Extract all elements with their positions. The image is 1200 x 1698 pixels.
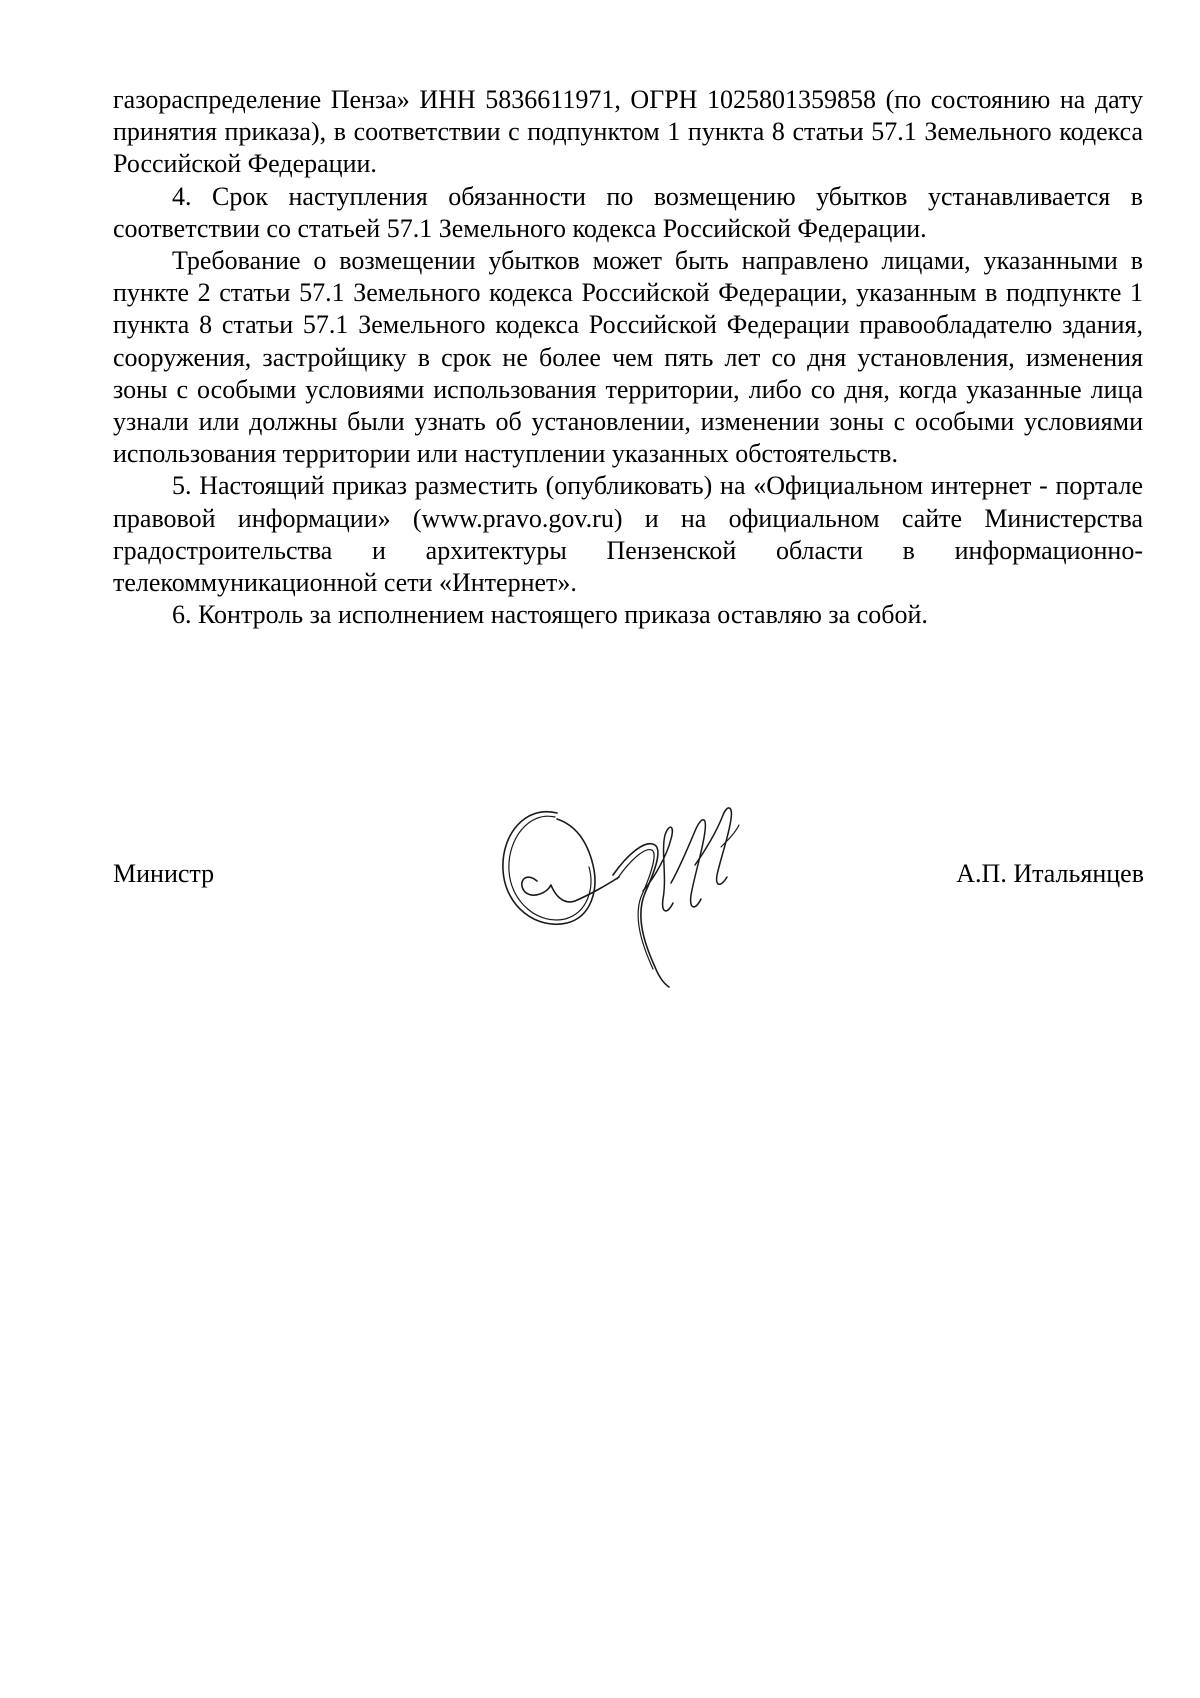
paragraph-item-4: 4. Срок наступления обязанности по возмещению убытков устанавливается в соответствии со статьей 57.1 Земельного кодекса Российской Федерации. [113,181,1143,243]
signer-position: Министр [113,859,215,888]
handwritten-signature [495,795,765,990]
paragraph-continuation: газораспределение Пенза» ИНН 5836611971, ОГРН 1025801359858 (по состоянию на дату принятия приказа), в соответствии с подпунктом 1 пункта 8 статьи 57.1 Земельного кодекса Российской Федерации. [113,85,1143,179]
signer-name: А.П. Итальянцев [956,859,1144,888]
document-body [113,84,1143,631]
paragraph-item-5: 5. Настоящий приказ разместить (опубликовать) на «Официальном интернет - портале правовой информации» (www.pravo.gov.ru) и на официальном сайте Министерства градостроительства и архитектуры Пензенской области в информационно-телекоммуникационной сети «Интернет». [113,471,1143,598]
paragraph-claim-requirement: Требование о возмещении убытков может быть направлено лицами, указанными в пункте 2 статьи 57.1 Земельного кодекса Российской Федерации, указанным в подпункте 1 пункта 8 статьи 57.1 Земельного кодекса Российской Федерации правообладателю здания, сооружения, застройщику в срок не более чем пять лет со дня установления, изменения зоны с особыми условиями использования территории, либо со дня, когда указанные лица узнали или должны были узнать об установлении, изменении зоны с особыми условиями использования территории или наступлении указанных обстоятельств. [113,246,1143,469]
paragraph-item-6: 6. Контроль за исполнением настоящего приказа оставляю за собой. [172,600,928,630]
